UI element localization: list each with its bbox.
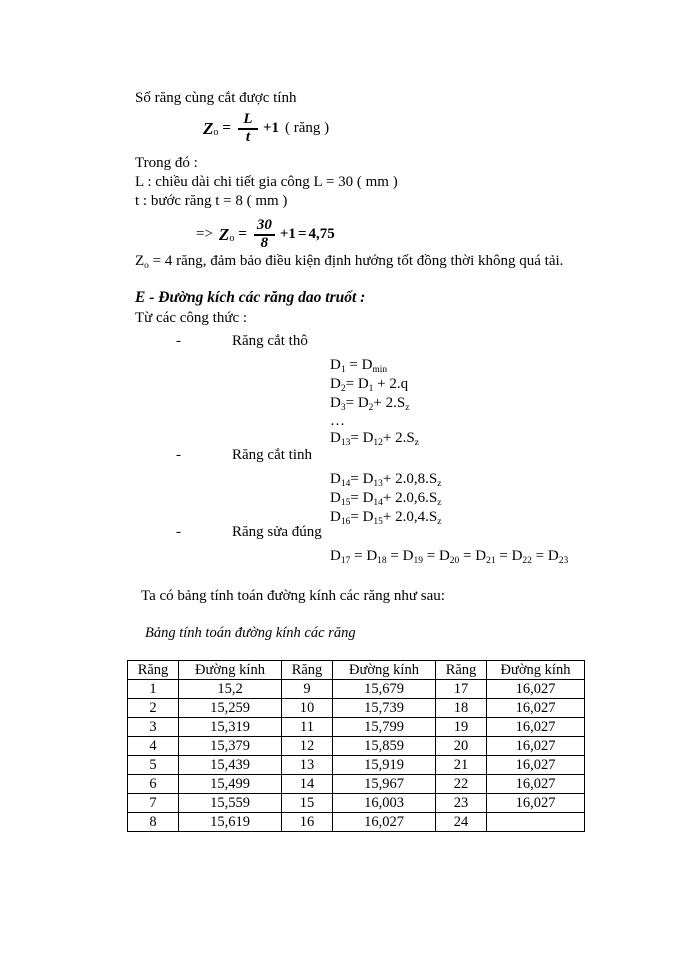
formula-zo-value-variable: Z [218, 224, 230, 244]
table-cell: 12 [282, 737, 333, 756]
eq-lhs-sub: 1 [340, 365, 346, 375]
table-cell: 15,2 [179, 680, 282, 699]
table-cell: 2 [128, 699, 179, 718]
eq-tail-sub: z [437, 498, 442, 508]
eq-rhs-sub: min [372, 365, 388, 375]
eq-operator: = [386, 548, 403, 564]
table-caption: Bảng tính toán đường kính các răng [145, 625, 356, 641]
eq-rhs-sub: 2 [368, 403, 374, 413]
table-cell: 16,027 [487, 680, 585, 699]
eq-term-sub: 19 [413, 556, 423, 566]
formula-zo-value-subscript: o [229, 233, 235, 245]
table-cell: 7 [128, 794, 179, 813]
formula-zo-equals: = [222, 120, 231, 137]
table-cell: 11 [282, 718, 333, 737]
formula-zo-value-denominator: 8 [260, 234, 269, 251]
table-cell: 15,799 [333, 718, 436, 737]
table-cell: 15,319 [179, 718, 282, 737]
table-cell: 15,619 [179, 813, 282, 832]
list-item-rang-cat-tinh [176, 447, 312, 464]
list-item-label: Răng cắt tinh [232, 447, 312, 463]
eq-operator: = [350, 548, 367, 564]
diameter-table [127, 660, 585, 832]
eq-rhs: D [357, 376, 369, 392]
eq-operator: = [349, 357, 358, 373]
formula-zo-value-plus-one: +1 [279, 226, 296, 243]
zo-result-subscript: o [144, 261, 149, 271]
formula-zo-variable: Z [203, 118, 214, 138]
eq-operator: = [350, 509, 359, 525]
equation-d1 [330, 357, 387, 374]
table-cell: 22 [436, 775, 487, 794]
eq-operator: = [350, 490, 359, 506]
eq-rhs: D [361, 357, 373, 373]
eq-term: D [511, 548, 523, 564]
eq-rhs-sub: 13 [373, 479, 383, 489]
eq-rhs-sub: 15 [373, 517, 383, 527]
table-cell: 19 [436, 718, 487, 737]
table-header-rang-2: Răng [282, 661, 333, 680]
eq-lhs: D [330, 490, 341, 506]
eq-rhs: D [362, 430, 374, 446]
eq-lhs-sub: 14 [340, 479, 351, 489]
table-cell: 5 [128, 756, 179, 775]
line-zo-result [135, 251, 563, 273]
table-cell: 15,379 [179, 737, 282, 756]
intro-line: Số răng cùng cắt được tính [135, 90, 297, 106]
table-cell: 16,027 [487, 794, 585, 813]
table-row [128, 699, 585, 718]
table-cell: 13 [282, 756, 333, 775]
eq-operator: = [459, 548, 476, 564]
line-pitch-definition: t : bước răng t = 8 ( mm ) [135, 193, 288, 209]
table-cell: 15,559 [179, 794, 282, 813]
table-cell: 15,499 [179, 775, 282, 794]
eq-lhs: D [330, 471, 341, 487]
equation-d15 [330, 490, 441, 507]
eq-lhs-sub: 15 [340, 498, 351, 508]
eq-lhs-sub: 13 [340, 438, 351, 448]
table-cell: 24 [436, 813, 487, 832]
trong-do-label: Trong đó : [135, 155, 198, 171]
equation-d17-chain [330, 548, 568, 565]
list-item-rang-sua-dung [176, 524, 322, 541]
eq-rhs: D [362, 490, 374, 506]
table-row [128, 813, 585, 832]
table-cell: 16,027 [487, 775, 585, 794]
eq-rhs-sub: 1 [368, 384, 374, 394]
table-cell: 15,859 [333, 737, 436, 756]
eq-tail: + 2.0,6.S [382, 490, 438, 506]
eq-tail: + 2.0,4.S [382, 509, 438, 525]
dash-marker: - [176, 333, 181, 349]
list-item-rang-cat-tho [176, 333, 308, 350]
table-cell: 9 [282, 680, 333, 699]
table-row [128, 737, 585, 756]
table-cell: 4 [128, 737, 179, 756]
line-tu-cac-cong-thuc: Từ các công thức : [135, 310, 248, 326]
table-header-rang-1: Răng [128, 661, 179, 680]
table-cell: 17 [436, 680, 487, 699]
line-ta-co-bang: Ta có bảng tính toán đường kính các răng như sau: [141, 588, 445, 604]
table-header-dk-3: Đường kính [487, 661, 585, 680]
eq-rhs: D [362, 471, 374, 487]
table-body [128, 680, 585, 832]
formula-zo-value [196, 218, 335, 252]
table-cell: 15,439 [179, 756, 282, 775]
eq-tail: + 2.S [382, 430, 415, 446]
formula-zo-value-result-equals: = [297, 226, 307, 243]
eq-tail: + 2.q [377, 376, 409, 392]
formula-zo [203, 112, 329, 146]
formula-zo-value-equals: = [238, 226, 247, 243]
table-cell: 15,739 [333, 699, 436, 718]
eq-tail-sub: z [437, 479, 442, 489]
equation-d16 [330, 509, 441, 526]
eq-tail-sub: z [405, 403, 410, 413]
eq-lhs: D [330, 430, 341, 446]
formula-zo-numerator: L [243, 111, 253, 127]
table-cell: 16,027 [487, 756, 585, 775]
formula-zo-value-result: 4,75 [308, 226, 335, 243]
table-row [128, 718, 585, 737]
eq-rhs: D [357, 395, 369, 411]
table-row [128, 756, 585, 775]
eq-term: D [438, 548, 450, 564]
formula-zo-plus-one: +1 [262, 120, 280, 137]
eq-term: D [475, 548, 487, 564]
table-cell: 15,679 [333, 680, 436, 699]
dash-marker: - [176, 447, 181, 463]
line-length-definition: L : chiều dài chi tiết gia công L = 30 ( mm ) [135, 174, 398, 190]
eq-lhs: D [330, 357, 341, 373]
section-heading-e: E - Đường kích các răng dao truốt : [135, 289, 366, 306]
table-cell: 21 [436, 756, 487, 775]
equation-d2 [330, 376, 408, 393]
equation-d13 [330, 430, 419, 447]
eq-term: D [547, 548, 559, 564]
eq-lhs: D [330, 376, 341, 392]
table-header-row [128, 661, 585, 680]
eq-term-sub: 22 [522, 556, 532, 566]
eq-rhs: D [362, 509, 374, 525]
eq-operator: = [345, 395, 355, 411]
eq-operator: = [495, 548, 512, 564]
table-cell: 18 [436, 699, 487, 718]
formula-zo-subscript: o [213, 127, 219, 139]
eq-operator: = [345, 376, 355, 392]
table-cell: 15 [282, 794, 333, 813]
table-row [128, 775, 585, 794]
table-cell: 23 [436, 794, 487, 813]
eq-term: D [402, 548, 414, 564]
eq-term-sub: 17 [340, 556, 351, 566]
table-cell: 16,027 [487, 737, 585, 756]
table-cell: 6 [128, 775, 179, 794]
eq-lhs-sub: 2 [340, 384, 346, 394]
table-cell: 8 [128, 813, 179, 832]
formula-zo-fraction [238, 112, 258, 146]
table-cell: 15,259 [179, 699, 282, 718]
eq-term-sub: 21 [486, 556, 496, 566]
eq-term: D [330, 548, 341, 564]
dash-marker: - [176, 524, 181, 540]
table-cell: 3 [128, 718, 179, 737]
table-header-dk-1: Đường kính [179, 661, 282, 680]
table-cell: 15,967 [333, 775, 436, 794]
eq-lhs-sub: 16 [340, 517, 351, 527]
table-cell: 10 [282, 699, 333, 718]
table-cell: 16,027 [487, 718, 585, 737]
list-item-label: Răng cắt thô [232, 333, 308, 349]
formula-zo-value-numerator: 30 [256, 217, 272, 233]
eq-operator: = [350, 471, 359, 487]
table-cell: 16 [282, 813, 333, 832]
eq-operator: = [531, 548, 548, 564]
table-cell: 16,003 [333, 794, 436, 813]
table-header-rang-3: Răng [436, 661, 487, 680]
formula-zo-denominator: t [245, 128, 251, 145]
implies-arrow: => [196, 226, 213, 243]
table-cell: 16,027 [333, 813, 436, 832]
table-cell: 14 [282, 775, 333, 794]
eq-lhs: D [330, 395, 341, 411]
eq-lhs-sub: 3 [340, 403, 346, 413]
table-row [128, 680, 585, 699]
equation-ellipsis: … [330, 413, 346, 429]
eq-operator: = [422, 548, 439, 564]
zo-result-variable: Z [135, 253, 145, 269]
eq-term-sub: 20 [449, 556, 460, 566]
eq-operator: = [350, 430, 359, 446]
equation-d3 [330, 395, 409, 412]
table-cell: 1 [128, 680, 179, 699]
eq-tail: + 2.S [373, 395, 406, 411]
eq-term: D [366, 548, 378, 564]
eq-tail-sub: z [437, 517, 442, 527]
equation-d14 [330, 471, 441, 488]
table-row [128, 794, 585, 813]
formula-zo-unit: ( răng ) [285, 120, 330, 137]
eq-term-sub: 18 [377, 556, 387, 566]
table-cell: 16,027 [487, 699, 585, 718]
eq-term-sub: 23 [558, 556, 569, 566]
table-cell: 15,919 [333, 756, 436, 775]
eq-tail: + 2.0,8.S [382, 471, 438, 487]
table-cell: 20 [436, 737, 487, 756]
table-cell [487, 813, 585, 832]
formula-zo-value-fraction [254, 218, 275, 252]
eq-rhs-sub: 12 [373, 438, 383, 448]
eq-lhs: D [330, 509, 341, 525]
eq-tail-sub: z [414, 438, 419, 448]
eq-rhs-sub: 14 [373, 498, 383, 508]
table-header-dk-2: Đường kính [333, 661, 436, 680]
zo-result-text: = 4 răng, đảm bảo điều kiện định hướng tốt đồng thời không quá tải. [148, 253, 564, 269]
list-item-label: Răng sửa đúng [232, 524, 322, 540]
